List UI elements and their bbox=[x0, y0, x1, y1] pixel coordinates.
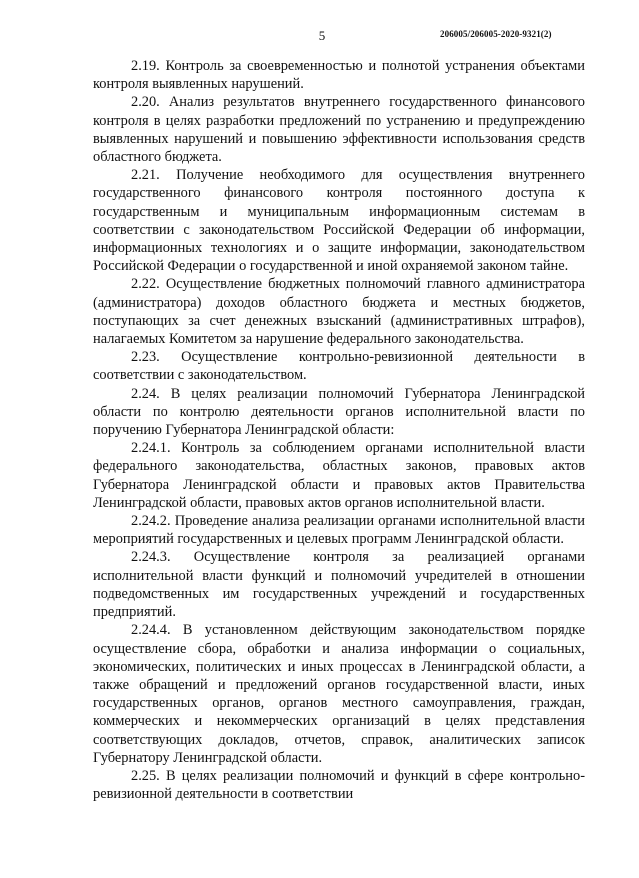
page-number: 5 bbox=[318, 28, 326, 43]
paragraph-2-21: 2.21. Получение необходимого для осуществления внутреннего государственного финансового контроля постоянного доступа к государственным и муниципальным информационным системам в соответствии с законодательством Российской Федерации об информации, информационных технологиях и о защите информации, законодательством Российской Федерации о государственной и иной охраняемой законом тайне. bbox=[93, 167, 585, 275]
paragraph-2-24-1: 2.24.1. Контроль за соблюдением органами исполнительной власти федерального законодательства, областных законов, правовых актов Губернатора Ленинградской области и правовых актов Правительства Ленинградской области, правовых актов органов исполнительной власти. bbox=[93, 440, 585, 511]
paragraph-2-22: 2.22. Осуществление бюджетных полномочий главного администратора (администратора) доходов областного бюджета и местных бюджетов, поступающих за счет денежных взысканий (административных штрафов), налагаемых Комитетом за нарушение федерального законодательства. bbox=[93, 276, 585, 348]
paragraph-2-24: 2.24. В целях реализации полномочий Губернатора Ленинградской области по контролю деятельности органов исполнительной власти по поручению Губернатора Ленинградской области: bbox=[93, 385, 585, 439]
paragraph-2-24-2: 2.24.2. Проведение анализа реализации органами исполнительной власти мероприятий государственных и целевых программ Ленинградской области. bbox=[93, 513, 585, 548]
paragraph-2-25: 2.25. В целях реализации полномочий и функций в сфере контрольно-ревизионной деятельности в соответствии bbox=[93, 767, 585, 803]
document-body bbox=[93, 57, 585, 803]
paragraph-2-24-3: 2.24.3. Осуществление контроля за реализацией органами исполнительной власти функций и полномочий учредителей в отношении подведомственных им государственных учреждений и государственных предприятий. bbox=[93, 549, 585, 621]
paragraph-2-19: 2.19. Контроль за своевременностью и полнотой устранения объектами контроля выявленных нарушений. bbox=[93, 58, 585, 93]
paragraph-2-23: 2.23. Осуществление контрольно-ревизионной деятельности в соответствии с законодательством. bbox=[93, 349, 585, 384]
paragraph-2-24-4: 2.24.4. В установленном действующим законодательством порядке осуществление сбора, обработки и анализа информации о социальных, экономических, политических и иных процессах в Ленинградской области, а также обращений и предложений органов государственной власти, иных государственных органов, органов местного самоуправления, граждан, коммерческих и некоммерческих организаций в целях представления соответствующих докладов, отчетов, справок, аналитических записок Губернатору Ленинградской области. bbox=[93, 622, 585, 766]
document-code: 206005/206005-2020-9321(2) bbox=[440, 29, 552, 39]
paragraph-2-20: 2.20. Анализ результатов внутреннего государственного финансового контроля в целях разработки предложений по устранению и предупреждению выявленных нарушений и повышению эффективности использования средств областного бюджета. bbox=[93, 94, 585, 166]
